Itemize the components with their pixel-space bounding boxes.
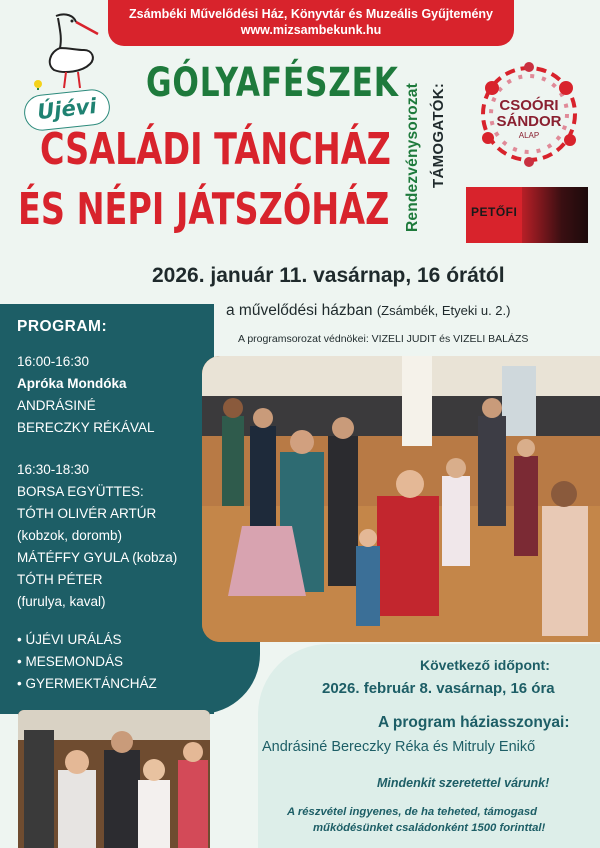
petofi-text: PETŐFI: [471, 205, 518, 219]
organizer-name: Zsámbéki Művelődési Ház, Könyvtár és Muzeális Gyűjtemény: [128, 7, 493, 21]
csoori-line1: CSOÓRI: [499, 97, 559, 114]
program-group: BORSA EGYÜTTES:: [17, 484, 144, 499]
event-venue: [226, 302, 510, 320]
program-bullet-2: • MESEMONDÁS: [17, 654, 123, 669]
header-bar: [108, 0, 514, 46]
title-golyafeszek: GÓLYAFÉSZEK: [146, 60, 399, 106]
title-nepi-jatszohaz: ÉS NÉPI JÁTSZÓHÁZ: [18, 184, 390, 235]
program-member-2: MÁTÉFFY GYULA (kobza): [17, 550, 178, 565]
venue-address: (Zsámbék, Etyeki u. 2.): [376, 303, 511, 318]
patrons-line: A programsorozat védnökei: VIZELI JUDIT és VIZELI BALÁZS: [238, 333, 529, 345]
hosts-label: A program háziasszonyai:: [378, 714, 570, 731]
dance-photo: [202, 356, 600, 642]
program-bullet-3: • GYERMEKTÁNCHÁZ: [17, 676, 157, 691]
csoori-line2: SÁNDOR: [496, 113, 562, 130]
hosts-names: Andrásiné Bereczky Réka és Mitruly Enikő: [262, 739, 536, 755]
welcome-text: Mindenkit szeretettel várunk!: [377, 776, 550, 790]
program-title-1: Apróka Mondóka: [17, 376, 127, 391]
petofi-logo: [466, 187, 588, 243]
stork-icon: [26, 10, 108, 90]
program-member-3-inst: (furulya, kaval): [17, 594, 106, 609]
children-photo: [18, 710, 210, 848]
next-date: 2026. február 8. vasárnap, 16 óra: [322, 680, 555, 697]
donation-note-2: működésünket családonként 1500 forinttal!: [313, 822, 546, 834]
csoori-line3: ALAP: [518, 131, 540, 140]
series-label: Rendezvénysorozat: [404, 83, 421, 232]
program-heading: PROGRAM:: [17, 318, 108, 335]
title-csaladi-tanchaz: CSALÁDI TÁNCHÁZ: [40, 124, 391, 175]
program-member-3: TÓTH PÉTER: [17, 572, 103, 587]
program-bullet-1: • ÚJÉVI URÁLÁS: [17, 632, 122, 647]
program-member-1: TÓTH OLIVÉR ARTÚR: [17, 506, 157, 521]
venue-name: a művelődési házban: [226, 302, 373, 319]
program-host-1b: BERECZKY RÉKÁVAL: [17, 420, 155, 435]
supporters-label: TÁMOGATÓK:: [430, 82, 447, 188]
program-time-2: 16:30-18:30: [17, 462, 90, 477]
program-host-1a: ANDRÁSINÉ: [17, 398, 96, 413]
website-link[interactable]: www.mizsambekunk.hu: [240, 23, 382, 37]
new-year-badge: Újévi: [22, 88, 111, 133]
donation-note-1: A részvétel ingyenes, de ha teheted, támogasd: [287, 806, 538, 818]
next-date-label: Következő időpont:: [420, 657, 550, 673]
program-time-1: 16:00-16:30: [17, 354, 90, 369]
csoori-sandor-logo: [470, 58, 588, 170]
petofi-portrait: [522, 187, 588, 243]
program-member-1-inst: (kobzok, doromb): [17, 528, 123, 543]
event-date: 2026. január 11. vasárnap, 16 órától: [152, 264, 505, 287]
